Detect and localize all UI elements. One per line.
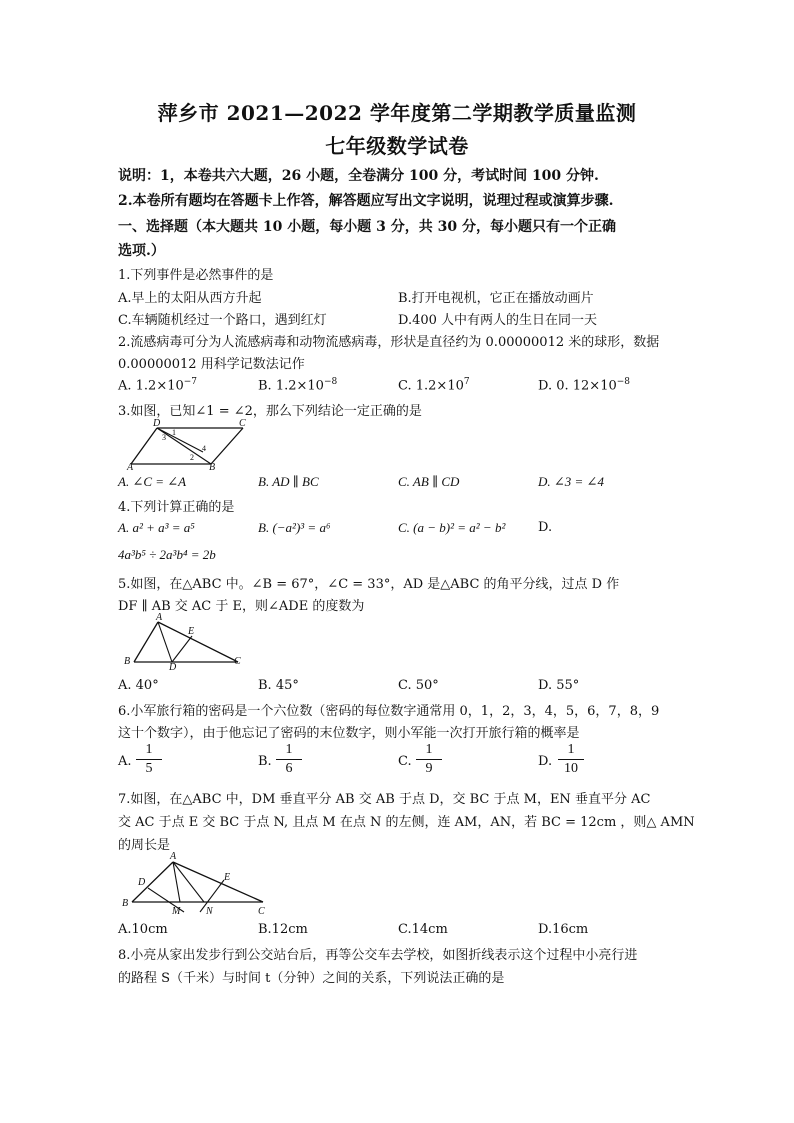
option-text: D. 0. 12×10 (538, 378, 617, 394)
question-3-figure (125, 418, 250, 470)
denominator: 10 (564, 761, 578, 776)
label-a: A (156, 612, 163, 623)
label-3: 3 (162, 433, 166, 442)
question-4-option-c: C. (a − b)² = a² − b² (398, 520, 506, 535)
question-7-stem-line-1: 7.如图，在△ABC 中，DM 垂直平分 AB 交 AB 于点 D，交 BC 于点 M，EN 垂直平分 AC (118, 792, 651, 807)
exam-subtitle: 七年级数学试卷 (325, 134, 469, 158)
label-a: A (127, 462, 134, 470)
question-3-option-d: D. ∠3 = ∠4 (538, 474, 604, 489)
instructions-line-2: 2.本卷所有题均在答题卡上作答，解答题应写出文字说明，说理过程或演算步骤. (118, 193, 614, 209)
option-text: A. 1.2×10 (118, 378, 184, 394)
exponent: −8 (616, 377, 631, 387)
question-2-option-a (118, 377, 197, 393)
exponent: 7 (463, 377, 470, 387)
question-5-option-b: B. 45° (258, 678, 299, 693)
question-7-option-c: C.14cm (398, 922, 448, 937)
question-5-option-d: D. 55° (538, 678, 580, 693)
question-5-stem-line-2: DF ∥ AB 交 AC 于 E，则∠ADE 的度数为 (118, 599, 365, 614)
question-6-option-c-fraction (416, 741, 442, 778)
numerator: 1 (276, 741, 302, 760)
question-7-option-a: A.10cm (118, 922, 168, 937)
question-4-option-d-expr: 4a³b⁵ ÷ 2a³b⁴ = 2b (118, 547, 216, 562)
question-2-option-b (258, 377, 337, 393)
numerator: 1 (416, 741, 442, 760)
label-4: 4 (202, 444, 206, 453)
question-2-option-c (398, 377, 470, 393)
question-7-option-d: D.16cm (538, 922, 589, 937)
segment-am (173, 862, 180, 902)
question-7-figure (118, 850, 273, 915)
denominator: 6 (285, 761, 293, 776)
label-b: B (124, 656, 131, 667)
segment-ab (134, 622, 158, 662)
question-5-option-a: A. 40° (118, 678, 159, 693)
segment-an (173, 862, 204, 902)
question-6-option-c-label: C. (398, 754, 412, 769)
question-7-option-b: B.12cm (258, 922, 308, 937)
question-4-stem: 4.下列计算正确的是 (118, 500, 235, 515)
question-1-option-a: A.早上的太阳从西方升起 (118, 291, 262, 306)
question-2-stem-line-1: 2.流感病毒可分为人流感病毒和动物流感病毒，形状是直径约为 0.00000012 米的球形，数据 (118, 335, 660, 350)
numerator: 1 (136, 741, 162, 760)
instructions-line-1: 说明：1，本卷共六大题，26 小题，全卷满分 100 分，考试时间 100 分钟. (118, 168, 599, 184)
option-text: B. 1.2×10 (258, 378, 324, 394)
section-heading-cont: 选项.） (118, 243, 165, 259)
label-b: B (209, 462, 216, 470)
question-4-option-d: D. (538, 520, 553, 535)
segment-ac (173, 862, 263, 902)
segment-bc (211, 428, 243, 464)
question-8-stem-line-1: 8.小亮从家出发步行到公交站台后，再等公交车去学校，如图折线表示这个过程中小亮行进 (118, 948, 638, 963)
question-1-option-c: C.车辆随机经过一个路口，遇到红灯 (118, 313, 327, 328)
label-1: 1 (172, 428, 176, 437)
question-6-option-b-label: B. (258, 754, 272, 769)
question-1-stem: 1.下列事件是必然事件的是 (118, 268, 274, 283)
label-a: A (170, 851, 177, 862)
question-2-option-d (538, 377, 630, 393)
question-6-option-d-fraction (558, 741, 584, 778)
question-6-option-d-label: D. (538, 754, 553, 769)
label-b: B (122, 898, 129, 909)
option-text: C. 1.2×10 (398, 378, 464, 394)
question-4-option-a: A. a² + a³ = a⁵ (118, 520, 195, 535)
question-5-figure (120, 612, 245, 670)
question-5-stem-line-1: 5.如图，在△ABC 中。∠B = 67°，∠C = 33°，AD 是△ABC 的角平分线，过点 D 作 (118, 577, 620, 592)
exponent: −8 (323, 377, 338, 387)
denominator: 9 (425, 761, 433, 776)
question-1-option-d: D.400 人中有两人的生日在同一天 (398, 313, 598, 328)
label-d: D (153, 418, 161, 429)
label-c: C (258, 906, 265, 915)
question-7-stem-line-3: 的周长是 (118, 838, 171, 853)
question-8-stem-line-2: 的路程 S（千米）与时间 t（分钟）之间的关系，下列说法正确的是 (118, 971, 505, 986)
label-d: D (138, 877, 146, 888)
exam-title: 萍乡市 2021—2022 学年度第二学期教学质量监测 (157, 101, 637, 125)
question-5-option-c: C. 50° (398, 678, 439, 693)
label-m: M (172, 906, 181, 915)
question-3-option-b: B. AD ∥ BC (258, 474, 319, 489)
label-n: N (206, 906, 213, 915)
question-6-option-a-fraction (136, 741, 162, 778)
question-7-stem-line-2: 交 AC 于点 E 交 BC 于点 N, 且点 M 在点 N 的左侧，连 AM，AN，若 BC = 12cm ，则△ AMN (118, 815, 695, 830)
segment-de (172, 636, 192, 662)
question-3-stem: 3.如图，已知∠1 = ∠2，那么下列结论一定正确的是 (118, 404, 422, 419)
question-3-option-c: C. AB ∥ CD (398, 474, 460, 489)
denominator: 5 (145, 761, 153, 776)
label-d: D (169, 662, 177, 670)
question-6-stem-line-2: 这十个数字），由于他忘记了密码的末位数字，则小军能一次打开旅行箱的概率是 (118, 726, 580, 741)
question-2-stem-line-2: 0.00000012 用科学记数法记作 (118, 357, 305, 372)
segment-ad (131, 428, 157, 464)
question-3-option-a: A. ∠C = ∠A (118, 474, 187, 489)
label-e: E (188, 626, 195, 637)
question-4-option-b: B. (−a²)³ = a⁶ (258, 520, 331, 535)
label-e: E (224, 872, 231, 883)
exponent: −7 (183, 377, 198, 387)
numerator: 1 (558, 741, 584, 760)
label-c: C (239, 418, 246, 429)
question-6-stem-line-1: 6.小军旅行箱的密码是一个六位数（密码的每位数字通常用 0，1，2，3，4，5，6，7，8，9 (118, 704, 660, 719)
question-6-option-b-fraction (276, 741, 302, 778)
question-6-option-a-label: A. (118, 754, 132, 769)
label-2: 2 (190, 453, 194, 462)
label-c: C (234, 656, 241, 667)
section-heading: 一、选择题（本大题共 10 小题，每小题 3 分，共 30 分，每小题只有一个正确 (118, 219, 616, 235)
question-1-option-b: B.打开电视机，它正在播放动画片 (398, 291, 594, 306)
